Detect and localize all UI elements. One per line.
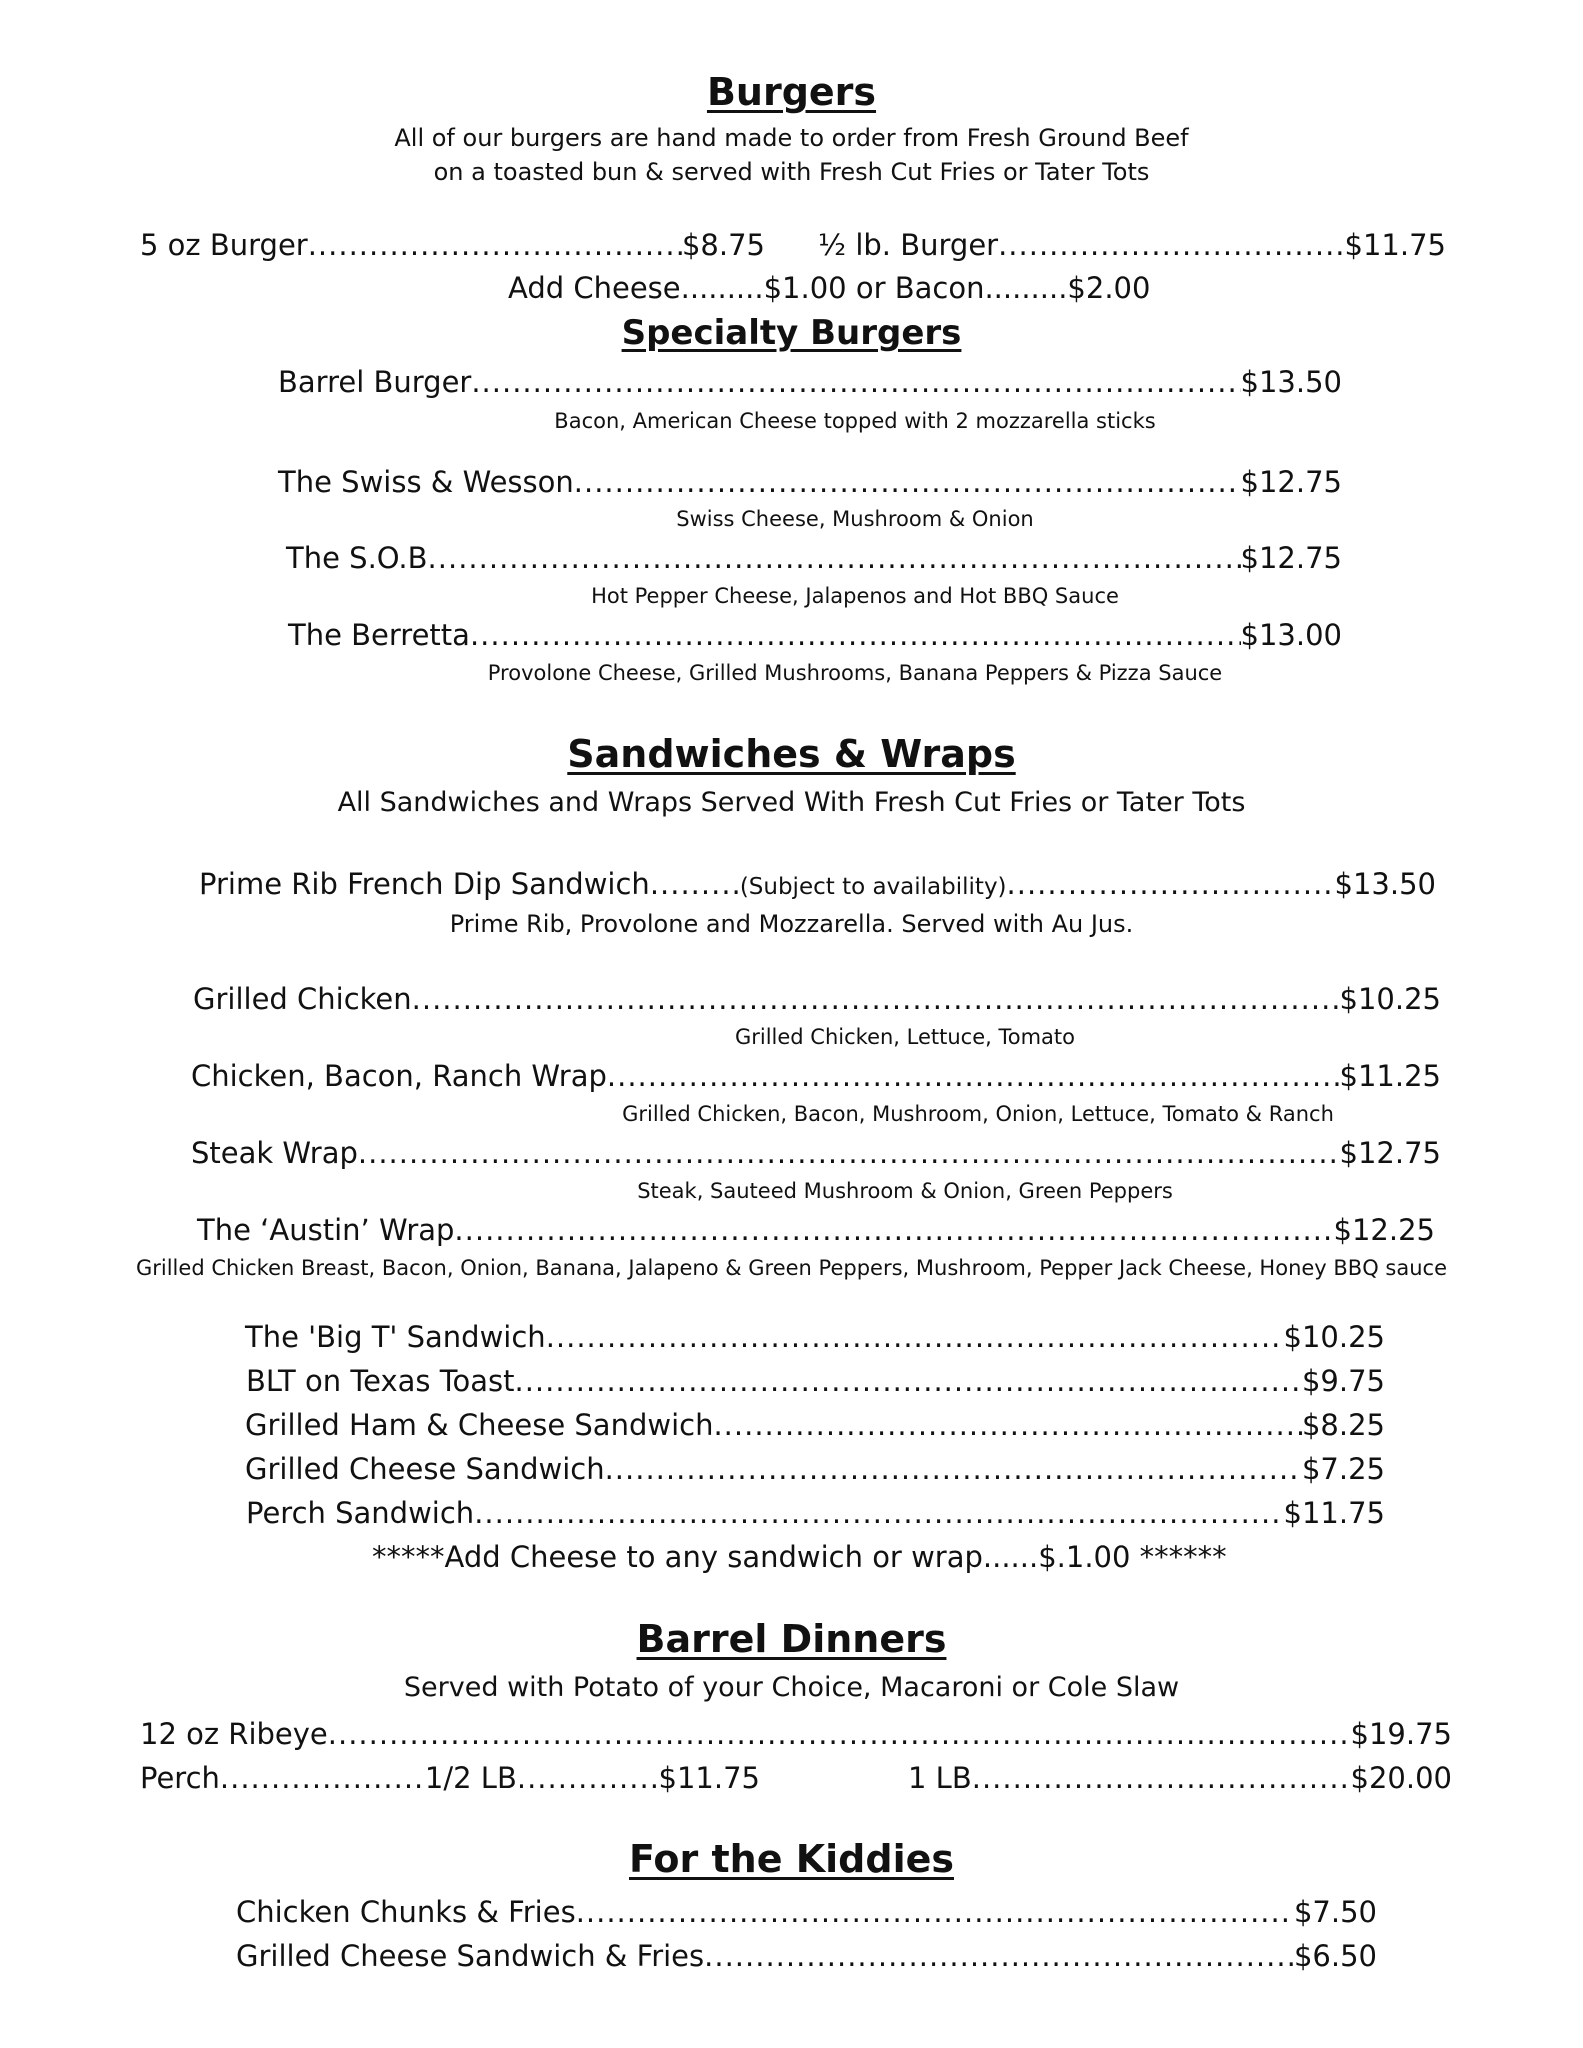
menu-item-5oz-burger <box>140 228 765 262</box>
item-price: $11.25 <box>1339 1059 1441 1093</box>
item-price: $10.25 <box>1339 982 1441 1016</box>
item-description: Bacon, American Cheese topped with 2 mozzarella sticks <box>554 409 1156 433</box>
leader-dots <box>1007 867 1335 901</box>
leader-dots <box>546 1320 1284 1354</box>
burgers-description-line-2: on a toasted bun & served with Fresh Cut Fries or Tater Tots <box>433 158 1150 186</box>
leader-dots <box>412 982 1340 1016</box>
leader-dots <box>358 1136 1340 1170</box>
item-name: Perch <box>140 1761 220 1795</box>
sandwiches-wraps-heading: Sandwiches & Wraps <box>567 732 1016 776</box>
item-price: $20.00 <box>1350 1761 1452 1795</box>
menu-item-sob <box>286 541 1342 575</box>
leader-dots <box>308 228 682 262</box>
burgers-description-line-1: All of our burgers are hand made to order from Fresh Ground Beef <box>394 124 1189 152</box>
leader-dots <box>474 1496 1283 1530</box>
leader-dots <box>607 1059 1340 1093</box>
specialty-burgers-heading: Specialty Burgers <box>621 313 962 353</box>
menu-item-grilled-chicken <box>193 982 1441 1016</box>
item-description: Grilled Chicken, Bacon, Mushroom, Onion, Lettuce, Tomato & Ranch <box>622 1102 1334 1126</box>
item-name: Grilled Cheese Sandwich & Fries <box>236 1939 705 1973</box>
burgers-heading: Burgers <box>706 70 877 114</box>
menu-item-perch-full <box>908 1761 1452 1795</box>
leader-dots <box>605 1452 1302 1486</box>
menu-item-berretta <box>288 618 1342 652</box>
item-name: Steak Wrap <box>191 1136 358 1170</box>
item-description: Provolone Cheese, Grilled Mushrooms, Banana Peppers & Pizza Sauce <box>487 661 1223 685</box>
item-description: Prime Rib, Provolone and Mozzarella. Served with Au Jus. <box>449 910 1134 938</box>
menu-item-chicken-bacon-ranch-wrap <box>191 1059 1441 1093</box>
item-price: $7.50 <box>1293 1895 1377 1929</box>
leader-dots <box>428 541 1241 575</box>
item-name: Grilled Ham & Cheese Sandwich <box>245 1408 714 1442</box>
menu-item-big-t-sandwich <box>245 1320 1385 1354</box>
item-description: Grilled Chicken, Lettuce, Tomato <box>734 1025 1076 1049</box>
leader-dots <box>704 1939 1294 1973</box>
leader-dots <box>517 1761 659 1795</box>
menu-item-steak-wrap <box>191 1136 1441 1170</box>
menu-item-chicken-chunks <box>236 1895 1377 1929</box>
item-price: $12.75 <box>1240 541 1342 575</box>
item-price: $12.25 <box>1333 1213 1435 1247</box>
portion-label: 1/2 LB <box>424 1761 517 1795</box>
leader-dots <box>328 1717 1351 1751</box>
menu-item-perch-half <box>140 1761 760 1795</box>
menu-item-kids-grilled-cheese <box>236 1939 1377 1973</box>
item-price: $13.00 <box>1240 618 1342 652</box>
item-name: 5 oz Burger <box>140 228 308 262</box>
leader-dots <box>576 1895 1294 1929</box>
availability-note: (Subject to availability) <box>739 874 1007 900</box>
leader-dots <box>220 1761 425 1795</box>
item-price: $13.50 <box>1334 867 1436 901</box>
item-name: Perch Sandwich <box>246 1496 475 1530</box>
leader-dots <box>713 1408 1302 1442</box>
menu-item-grilled-ham-cheese <box>245 1408 1385 1442</box>
item-price: $12.75 <box>1240 465 1342 499</box>
burger-addons: Add Cheese.........$1.00 or Bacon.........$2.00 <box>508 271 1151 305</box>
leader-dots <box>972 1761 1351 1795</box>
item-description: Grilled Chicken Breast, Bacon, Onion, Banana, Jalapeno & Green Peppers, Mushroom, Pepper Jack Cheese, Honey BBQ sauce <box>135 1256 1448 1280</box>
item-price: $7.25 <box>1301 1452 1385 1486</box>
item-name: The Berretta <box>288 618 470 652</box>
menu-item-ribeye <box>140 1717 1452 1751</box>
menu-item-swiss-wesson <box>278 465 1342 499</box>
item-name: Grilled Cheese Sandwich <box>245 1452 605 1486</box>
leader-dots <box>470 618 1241 652</box>
sandwiches-subtitle: All Sandwiches and Wraps Served With Fresh Cut Fries or Tater Tots <box>337 787 1246 818</box>
leader-dots <box>471 365 1240 399</box>
item-price: $11.75 <box>658 1761 760 1795</box>
barrel-dinners-heading: Barrel Dinners <box>636 1617 947 1661</box>
leader-dots <box>650 867 740 901</box>
item-price: $10.25 <box>1283 1320 1385 1354</box>
item-name: 12 oz Ribeye <box>140 1717 328 1751</box>
item-price: $8.25 <box>1301 1408 1385 1442</box>
menu-item-half-lb-burger <box>818 228 1446 262</box>
item-description: Hot Pepper Cheese, Jalapenos and Hot BBQ Sauce <box>591 584 1119 608</box>
item-name: The S.O.B <box>286 541 428 575</box>
item-price: $9.75 <box>1301 1364 1385 1398</box>
menu-item-prime-rib-french-dip <box>199 867 1436 901</box>
item-price: $13.50 <box>1240 365 1342 399</box>
menu-item-austin-wrap <box>197 1213 1435 1247</box>
item-name: The ‘Austin’ Wrap <box>197 1213 455 1247</box>
item-name: Chicken Chunks & Fries <box>236 1895 576 1929</box>
leader-dots <box>454 1213 1333 1247</box>
item-name: Chicken, Bacon, Ranch Wrap <box>191 1059 607 1093</box>
leader-dots <box>574 465 1241 499</box>
item-name: Barrel Burger <box>278 365 472 399</box>
portion-label: 1 LB <box>908 1761 972 1795</box>
leader-dots <box>998 228 1344 262</box>
menu-item-blt <box>246 1364 1385 1398</box>
item-price: $12.75 <box>1339 1136 1441 1170</box>
item-price: $11.75 <box>1283 1496 1385 1530</box>
dinners-subtitle: Served with Potato of your Choice, Macaroni or Cole Slaw <box>403 1672 1180 1703</box>
item-price: $19.75 <box>1350 1717 1452 1751</box>
menu-item-perch-sandwich <box>246 1496 1385 1530</box>
item-price: $6.50 <box>1293 1939 1377 1973</box>
item-name: The Swiss & Wesson <box>278 465 574 499</box>
item-description: Swiss Cheese, Mushroom & Onion <box>676 507 1034 531</box>
menu-item-grilled-cheese <box>245 1452 1385 1486</box>
add-cheese-note: *****Add Cheese to any sandwich or wrap......$.1.00 ****** <box>372 1540 1227 1574</box>
item-name: The 'Big T' Sandwich <box>245 1320 546 1354</box>
item-name: Grilled Chicken <box>193 982 412 1016</box>
leader-dots <box>515 1364 1302 1398</box>
item-price: $11.75 <box>1344 228 1446 262</box>
item-price: $8.75 <box>681 228 765 262</box>
item-name: Prime Rib French Dip Sandwich <box>199 867 650 901</box>
menu-item-barrel-burger <box>278 365 1342 399</box>
kiddies-heading: For the Kiddies <box>628 1837 954 1881</box>
item-name: BLT on Texas Toast <box>246 1364 515 1398</box>
item-name: ½ lb. Burger <box>818 228 999 262</box>
item-description: Steak, Sauteed Mushroom & Onion, Green Peppers <box>637 1179 1173 1203</box>
